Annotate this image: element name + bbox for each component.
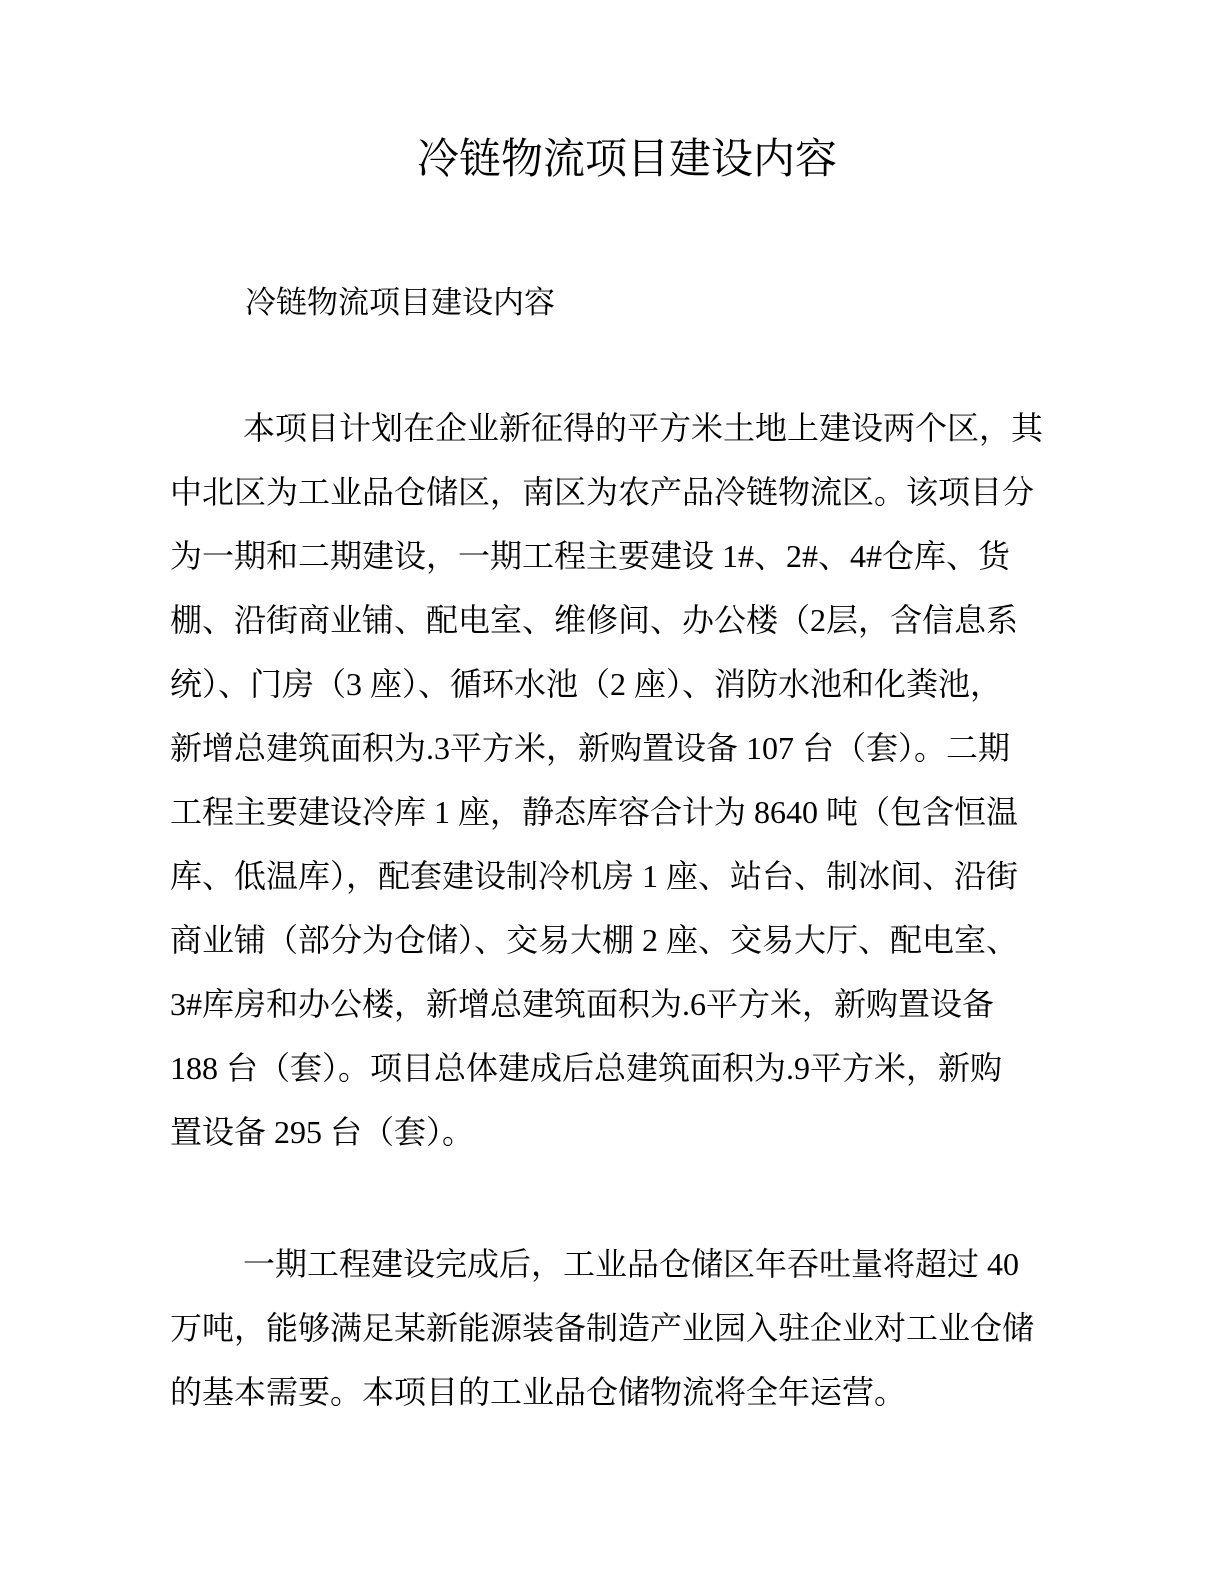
text-line: 工程主要建设冷库 1 座，静态库容合计为 8640 吨（包含恒温 (170, 794, 1019, 830)
section-heading: 冷链物流项目建设内容 (245, 285, 555, 320)
text-line: 3#库房和办公楼，新增总建筑面积为.6平方米，新购置设备 (170, 986, 995, 1022)
text-line: 商业铺（部分为仓储）、交易大棚 2 座、交易大厅、配电室、 (170, 922, 1019, 958)
paragraph (170, 396, 1054, 1164)
text-line: 一期工程建设完成后，工业品仓储区年吞吐量将超过 40 (243, 1246, 1020, 1282)
text-line: 188 台（套）。项目总体建成后总建筑面积为.9平方米，新购 (170, 1050, 1003, 1086)
text-line: 置设备 295 台（套）。 (170, 1114, 475, 1150)
text-line: 的基本需要。本项目的工业品仓储物流将全年运营。 (170, 1374, 907, 1410)
text-line: 统）、门房（3 座）、循环水池（2 座）、消防水池和化粪池， (170, 666, 1003, 702)
text-line: 本项目计划在企业新征得的平方米土地上建设两个区，其 (243, 410, 1044, 446)
document-body (170, 396, 1054, 1424)
document-title: 冷链物流项目建设内容 (416, 137, 837, 183)
text-line: 库、低温库），配套建设制冷机房 1 座、站台、制冰间、沿街 (170, 858, 1019, 894)
text-line: 新增总建筑面积为.3平方米，新购置设备 107 台（套）。二期 (170, 730, 1011, 766)
text-line: 棚、沿街商业铺、配电室、维修间、办公楼（2层，含信息系 (170, 602, 1019, 638)
text-line: 中北区为工业品仓储区，南区为农产品冷链物流区。该项目分 (170, 474, 1035, 510)
text-line: 为一期和二期建设，一期工程主要建设 1#、2#、4#仓库、货 (170, 538, 1011, 574)
text-line: 万吨，能够满足某新能源装备制造产业园入驻企业对工业仓储 (170, 1310, 1035, 1346)
paragraph (170, 1232, 1054, 1424)
